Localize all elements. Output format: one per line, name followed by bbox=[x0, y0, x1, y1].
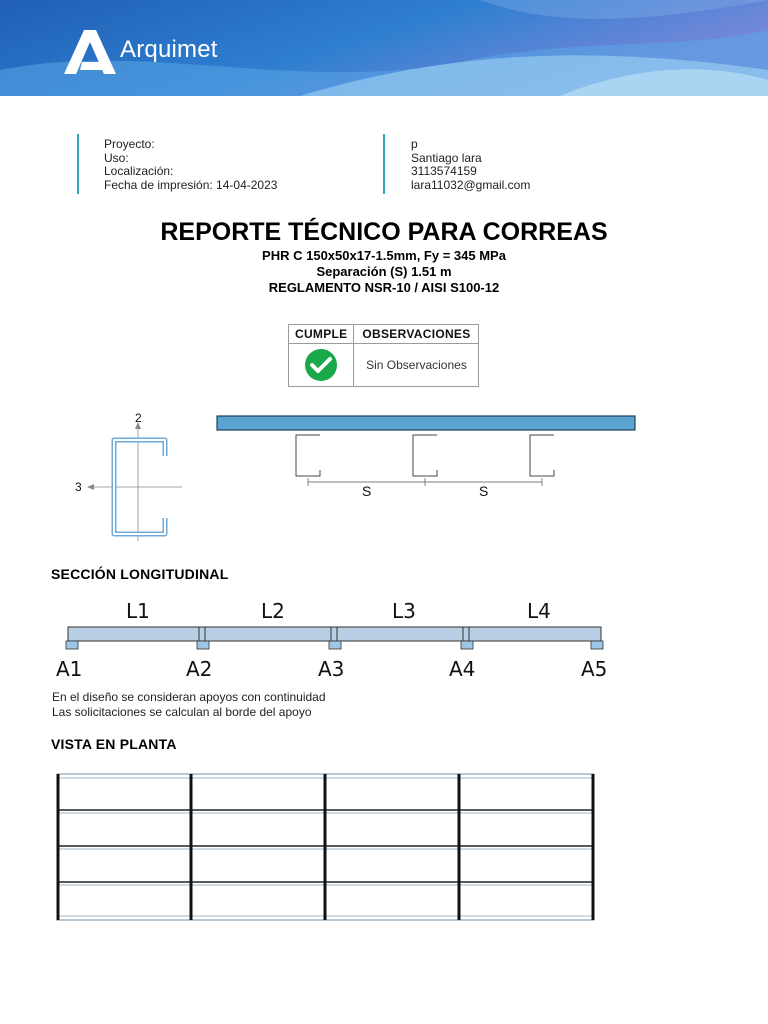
axis-2-label: 2 bbox=[135, 411, 142, 425]
spacing-label-2: S bbox=[479, 483, 489, 499]
brand-name: Arquimet bbox=[120, 36, 218, 63]
support-label-a2: A2 bbox=[186, 657, 213, 681]
value-uso: Santiago lara bbox=[411, 150, 482, 165]
spacing-diagram bbox=[214, 412, 638, 502]
label-localizacion: Localización: bbox=[104, 164, 174, 178]
value-email: lara11032@gmail.com bbox=[411, 177, 531, 192]
span-label-l3: L3 bbox=[392, 599, 416, 623]
longitudinal-heading: SECCIÓN LONGITUDINAL bbox=[51, 566, 229, 582]
span-label-l4: L4 bbox=[527, 599, 551, 623]
c-section-diagram bbox=[70, 406, 190, 546]
axis-3-label: 3 bbox=[75, 480, 82, 494]
arquimet-logo-icon bbox=[62, 28, 118, 76]
longitudinal-diagram bbox=[52, 596, 616, 686]
header-cumple: CUMPLE bbox=[289, 325, 354, 344]
note-forces: Las solicitaciones se calculan al borde del apoyo bbox=[52, 705, 312, 719]
design-notes bbox=[52, 690, 326, 720]
project-values bbox=[411, 138, 530, 192]
header-banner bbox=[0, 0, 768, 96]
status-table bbox=[288, 324, 479, 387]
plan-view-grid bbox=[54, 772, 598, 924]
value-localizacion: 3113574159 bbox=[411, 164, 477, 178]
support-label-a3: A3 bbox=[318, 657, 345, 681]
divider-right bbox=[383, 134, 385, 194]
report-code: REGLAMENTO NSR-10 / AISI S100-12 bbox=[268, 280, 500, 295]
check-icon bbox=[304, 348, 338, 382]
label-proyecto: Proyecto: bbox=[104, 137, 155, 151]
support-label-a5: A5 bbox=[581, 657, 608, 681]
divider-left bbox=[77, 134, 79, 194]
report-title: REPORTE TÉCNICO PARA CORREAS bbox=[160, 218, 608, 246]
label-fecha: Fecha de impresión: 14-04-2023 bbox=[104, 177, 278, 192]
report-profile: PHR C 150x50x17-1.5mm, Fy = 345 MPa bbox=[262, 248, 506, 263]
plan-heading: VISTA EN PLANTA bbox=[51, 736, 177, 752]
cumple-cell bbox=[289, 344, 354, 387]
note-continuity: En el diseño se consideran apoyos con continuidad bbox=[52, 690, 326, 704]
span-label-l2: L2 bbox=[261, 599, 285, 623]
value-proyecto: p bbox=[411, 137, 418, 151]
support-label-a1: A1 bbox=[56, 657, 83, 681]
report-spacing: Separación (S) 1.51 m bbox=[316, 264, 452, 279]
project-labels bbox=[104, 138, 277, 192]
header-observaciones: OBSERVACIONES bbox=[354, 325, 479, 344]
support-label-a4: A4 bbox=[449, 657, 476, 681]
spacing-label-1: S bbox=[362, 483, 372, 499]
label-uso: Uso: bbox=[104, 150, 129, 165]
span-label-l1: L1 bbox=[126, 599, 150, 623]
observation-text: Sin Observaciones bbox=[354, 344, 479, 387]
